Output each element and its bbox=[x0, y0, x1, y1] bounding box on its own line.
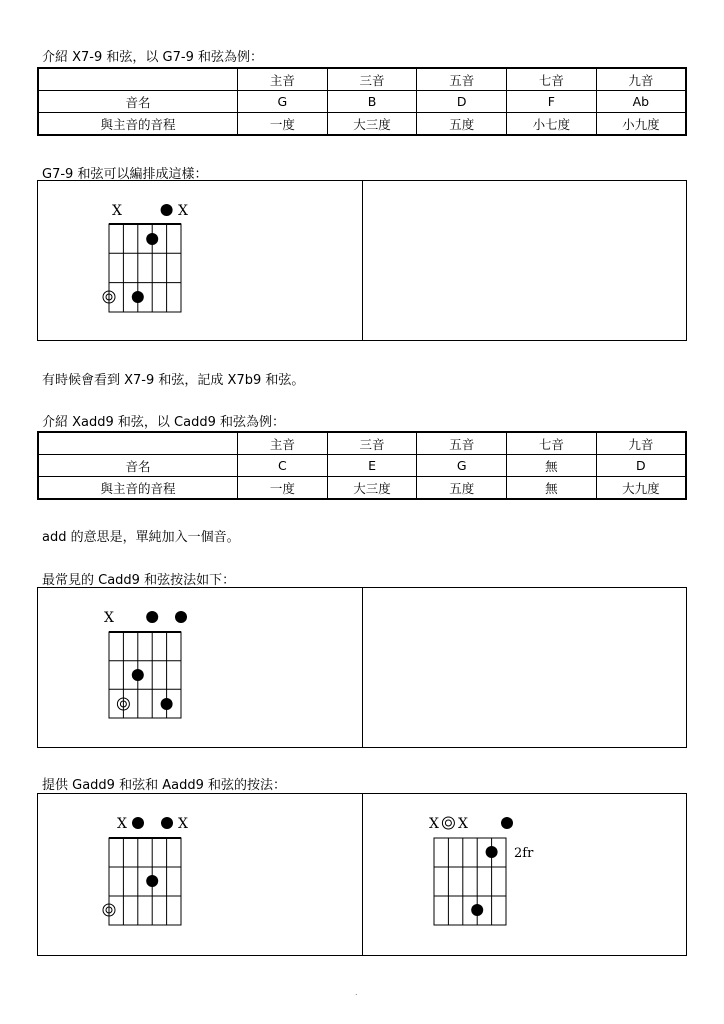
table-cell: 九音 bbox=[596, 68, 686, 91]
finger-dot bbox=[132, 291, 144, 303]
table-cell: 主音 bbox=[238, 68, 328, 91]
chord-diagram-cadd9 bbox=[100, 604, 200, 724]
table-cell: G bbox=[417, 455, 507, 477]
table-row bbox=[38, 432, 686, 455]
arrange-gadd9-aadd9: 提供 Gadd9 和弦和 Aadd9 和弦的按法： bbox=[42, 778, 286, 793]
table-cell: 五音 bbox=[417, 432, 507, 455]
fret-label: 2fr bbox=[514, 846, 534, 861]
string-mute-marker: X bbox=[429, 816, 439, 832]
interval-table-g7b9 bbox=[37, 67, 687, 136]
finger-dot bbox=[146, 233, 158, 245]
table-cell: 七音 bbox=[507, 68, 597, 91]
table-row bbox=[38, 68, 686, 91]
table-cell: 音名 bbox=[38, 91, 238, 113]
table-cell: C bbox=[238, 455, 328, 477]
table-cell: 小九度 bbox=[596, 113, 686, 136]
open-dot bbox=[501, 817, 513, 829]
table-cell: E bbox=[327, 455, 417, 477]
table-cell: 一度 bbox=[238, 113, 328, 136]
table-row bbox=[38, 455, 686, 477]
string-mute-marker: X bbox=[178, 816, 188, 832]
table-cell: D bbox=[417, 91, 507, 113]
table-cell bbox=[38, 68, 238, 91]
page-footer-dot: . bbox=[355, 988, 358, 997]
table-cell: 小七度 bbox=[507, 113, 597, 136]
table-cell: 大三度 bbox=[327, 477, 417, 500]
box-divider bbox=[362, 588, 363, 747]
intro-g7b9: 介紹 X7-9 和弦，以 G7-9 和弦為例： bbox=[42, 50, 263, 65]
root-marker bbox=[442, 817, 454, 829]
chord-diagram-g7b9 bbox=[100, 198, 200, 318]
open-dot bbox=[161, 817, 173, 829]
string-mute-marker: X bbox=[104, 610, 114, 626]
finger-dot bbox=[486, 846, 498, 858]
table-cell: 無 bbox=[507, 477, 597, 500]
open-dot bbox=[132, 817, 144, 829]
table-cell: 五度 bbox=[417, 113, 507, 136]
finger-dot bbox=[161, 698, 173, 710]
table-cell: 九音 bbox=[596, 432, 686, 455]
string-mute-marker: X bbox=[112, 203, 122, 219]
table-cell: B bbox=[327, 91, 417, 113]
table-cell: F bbox=[507, 91, 597, 113]
note-x7b9: 有時候會看到 X7-9 和弦，記成 X7b9 和弦。 bbox=[42, 373, 305, 388]
table-cell: 無 bbox=[507, 455, 597, 477]
table-cell: 大九度 bbox=[596, 477, 686, 500]
box-divider bbox=[362, 181, 363, 340]
open-dot bbox=[161, 204, 173, 216]
finger-dot bbox=[471, 904, 483, 916]
table-cell bbox=[38, 432, 238, 455]
string-mute-marker: X bbox=[458, 816, 468, 832]
arrange-cadd9: 最常見的 Cadd9 和弦按法如下： bbox=[42, 573, 236, 588]
open-dot bbox=[146, 611, 158, 623]
table-cell: 主音 bbox=[238, 432, 328, 455]
chord-diagram-aadd9 bbox=[424, 810, 544, 930]
table-cell: 音名 bbox=[38, 455, 238, 477]
open-dot bbox=[175, 611, 187, 623]
table-cell: 一度 bbox=[238, 477, 328, 500]
intro-cadd9: 介紹 Xadd9 和弦，以 Cadd9 和弦為例： bbox=[42, 415, 285, 430]
finger-dot bbox=[132, 669, 144, 681]
string-mute-marker: X bbox=[178, 203, 188, 219]
table-row bbox=[38, 91, 686, 113]
table-cell: D bbox=[596, 455, 686, 477]
table-row bbox=[38, 477, 686, 500]
table-cell: 五度 bbox=[417, 477, 507, 500]
chord-diagram-gadd9 bbox=[100, 810, 200, 930]
table-cell: 三音 bbox=[327, 432, 417, 455]
table-cell: 七音 bbox=[507, 432, 597, 455]
table-cell: G bbox=[238, 91, 328, 113]
box-divider bbox=[362, 794, 363, 955]
note-add: add 的意思是，單純加入一個音。 bbox=[42, 530, 240, 545]
table-cell: Ab bbox=[596, 91, 686, 113]
arrange-g7b9: G7-9 和弦可以編排成這樣： bbox=[42, 167, 208, 182]
interval-table-cadd9 bbox=[37, 431, 687, 500]
root-marker-inner bbox=[445, 820, 451, 826]
finger-dot bbox=[146, 875, 158, 887]
table-cell: 五音 bbox=[417, 68, 507, 91]
table-cell: 與主音的音程 bbox=[38, 477, 238, 500]
table-cell: 三音 bbox=[327, 68, 417, 91]
table-cell: 大三度 bbox=[327, 113, 417, 136]
table-row bbox=[38, 113, 686, 136]
table-cell: 與主音的音程 bbox=[38, 113, 238, 136]
string-mute-marker: X bbox=[117, 816, 127, 832]
